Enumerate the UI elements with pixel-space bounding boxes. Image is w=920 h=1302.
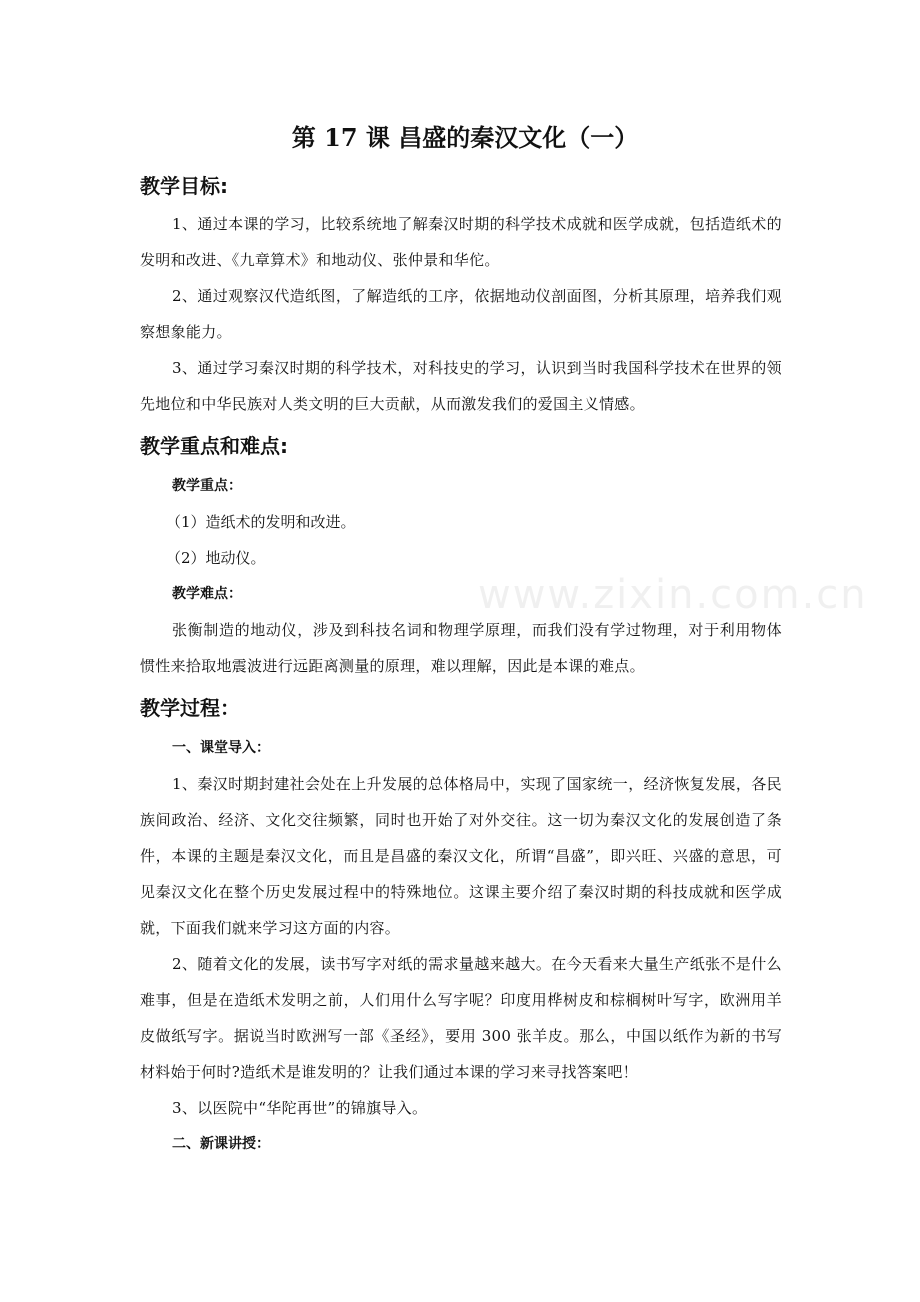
watermark: www.zixin.com.cn xyxy=(478,572,868,618)
difficult-points-label: 教学难点： xyxy=(172,586,242,602)
section-heading-key-points: 教学重点和难点: xyxy=(140,434,288,458)
section-heading-process: 教学过程： xyxy=(140,696,240,720)
goal-paragraph: 3、通过学习秦汉时期的科学技术，对科技史的学习，认识到当时我国科学技术在世界的领先地位和中华民族对人类文明的巨大贡献，从而激发我们的爱国主义情感。 xyxy=(140,359,782,413)
new-lesson-label: 二、新课讲授： xyxy=(172,1136,270,1152)
key-point-item: （2）地动仪。 xyxy=(166,549,266,567)
intro-paragraph: 2、随着文化的发展，读书写字对纸的需求量越来越大。在今天看来大量生产纸张不是什么难事，但是在造纸术发明之前，人们用什么写字呢？印度用桦树皮和棕榈树叶写字，欧洲用羊皮做纸写字。据说当时欧洲写一部《圣经》，要用 300 张羊皮。那么，中国以纸作为新的书写材料始于何时?造纸术是谁发明的？让我们通过本课的学习来寻找答案吧！ xyxy=(140,955,782,1081)
intro-paragraph: 3、以医院中“华陀再世”的锦旗导入。 xyxy=(172,1099,428,1117)
difficult-points-paragraph: 张衡制造的地动仪，涉及到科技名词和物理学原理，而我们没有学过物理，对于利用物体惯性来拾取地震波进行远距离测量的原理，难以理解，因此是本课的难点。 xyxy=(140,621,782,675)
key-points-label: 教学重点： xyxy=(172,478,242,494)
section-heading-goals: 教学目标: xyxy=(140,174,228,198)
page-title: 第 17 课 昌盛的秦汉文化（一） xyxy=(291,123,639,152)
key-point-item: （1）造纸术的发明和改进。 xyxy=(166,513,356,531)
intro-label: 一、课堂导入： xyxy=(172,740,270,756)
intro-paragraph: 1、秦汉时期封建社会处在上升发展的总体格局中，实现了国家统一，经济恢复发展，各民族间政治、经济、文化交往频繁，同时也开始了对外交往。这一切为秦汉文化的发展创造了条件，本课的主题是秦汉文化，而且是昌盛的秦汉文化，所谓“昌盛”，即兴旺、兴盛的意思，可见秦汉文化在整个历史发展过程中的特殊地位。这课主要介绍了秦汉时期的科技成就和医学成就，下面我们就来学习这方面的内容。 xyxy=(140,775,782,937)
document-body xyxy=(140,118,782,1162)
goal-paragraph: 2、通过观察汉代造纸图，了解造纸的工序，依据地动仪剖面图，分析其原理，培养我们观察想象能力。 xyxy=(140,287,782,341)
goal-paragraph: 1、通过本课的学习，比较系统地了解秦汉时期的科学技术成就和医学成就，包括造纸术的发明和改进、《九章算术》和地动仪、张仲景和华佗。 xyxy=(140,215,782,269)
